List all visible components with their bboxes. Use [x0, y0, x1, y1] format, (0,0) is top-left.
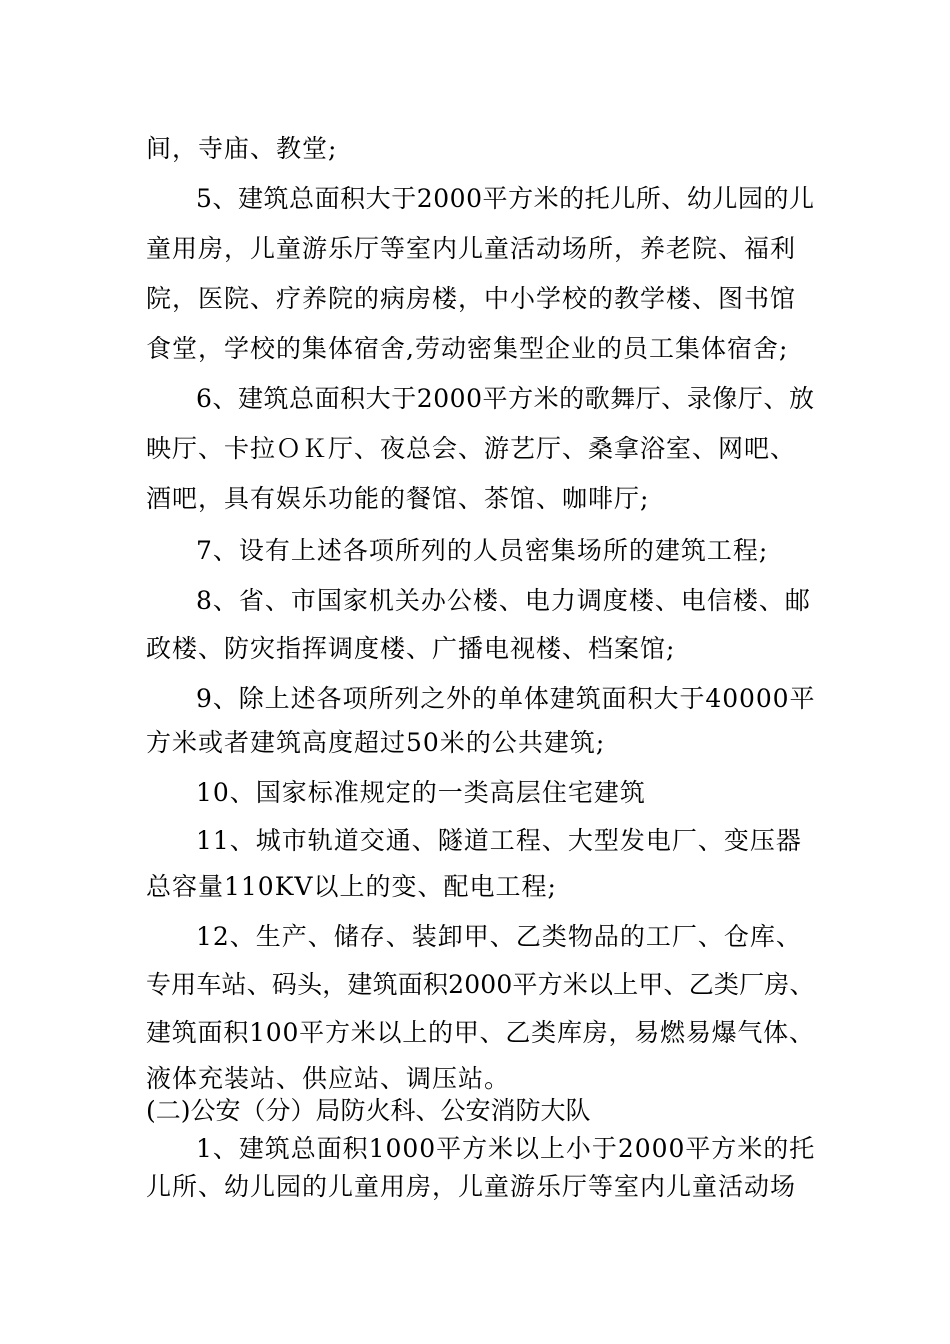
text-line: 儿所、幼儿园的儿童用房，儿童游乐厅等室内儿童活动场 — [146, 1172, 797, 1201]
text-line: 5、建筑总面积大于2000平方米的托儿所、幼儿园的儿 — [196, 184, 815, 213]
text-line: 12、生产、储存、装卸甲、乙类物品的工厂、仓库、 — [196, 922, 802, 951]
text-line: 方米或者建筑高度超过50米的公共建筑; — [146, 728, 606, 757]
text-line: 8、省、市国家机关办公楼、电力调度楼、电信楼、邮 — [196, 586, 811, 615]
text-line: 11、城市轨道交通、隧道工程、大型发电厂、变压器 — [196, 826, 802, 855]
text-line: 总容量110KV以上的变、配电工程; — [146, 872, 557, 901]
text-line: 6、建筑总面积大于2000平方米的歌舞厅、录像厅、放 — [196, 384, 815, 413]
text-line: 映厅、卡拉ＯＫ厅、夜总会、游艺厅、桑拿浴室、网吧、 — [146, 434, 797, 463]
text-line: 食堂，学校的集体宿舍,劳动密集型企业的员工集体宿舍; — [146, 334, 789, 363]
text-line: 童用房，儿童游乐厅等室内儿童活动场所，养老院、福利 — [146, 234, 797, 263]
text-line: 院，医院、疗养院的病房楼，中小学校的教学楼、图书馆 — [146, 284, 797, 313]
text-line: 9、除上述各项所列之外的单体建筑面积大于40000平 — [196, 684, 816, 713]
text-line: 液体充装站、供应站、调压站。 — [146, 1064, 511, 1093]
text-line: 建筑面积100平方米以上的甲、乙类库房，易燃易爆气体、 — [146, 1018, 815, 1047]
text-line: 酒吧，具有娱乐功能的餐馆、茶馆、咖啡厅; — [146, 484, 650, 513]
text-line: 政楼、防灾指挥调度楼、广播电视楼、档案馆; — [146, 634, 676, 663]
section-heading: (二)公安（分）局防火科、公安消防大队 — [146, 1096, 591, 1125]
text-line: 间，寺庙、教堂; — [146, 134, 338, 163]
text-line: 10、国家标准规定的一类高层住宅建筑 — [196, 778, 646, 807]
text-line: 专用车站、码头，建筑面积2000平方米以上甲、乙类厂房、 — [146, 970, 815, 999]
text-line: 7、设有上述各项所列的人员密集场所的建筑工程; — [196, 536, 769, 565]
text-line: 1、建筑总面积1000平方米以上小于2000平方米的托 — [196, 1134, 816, 1163]
